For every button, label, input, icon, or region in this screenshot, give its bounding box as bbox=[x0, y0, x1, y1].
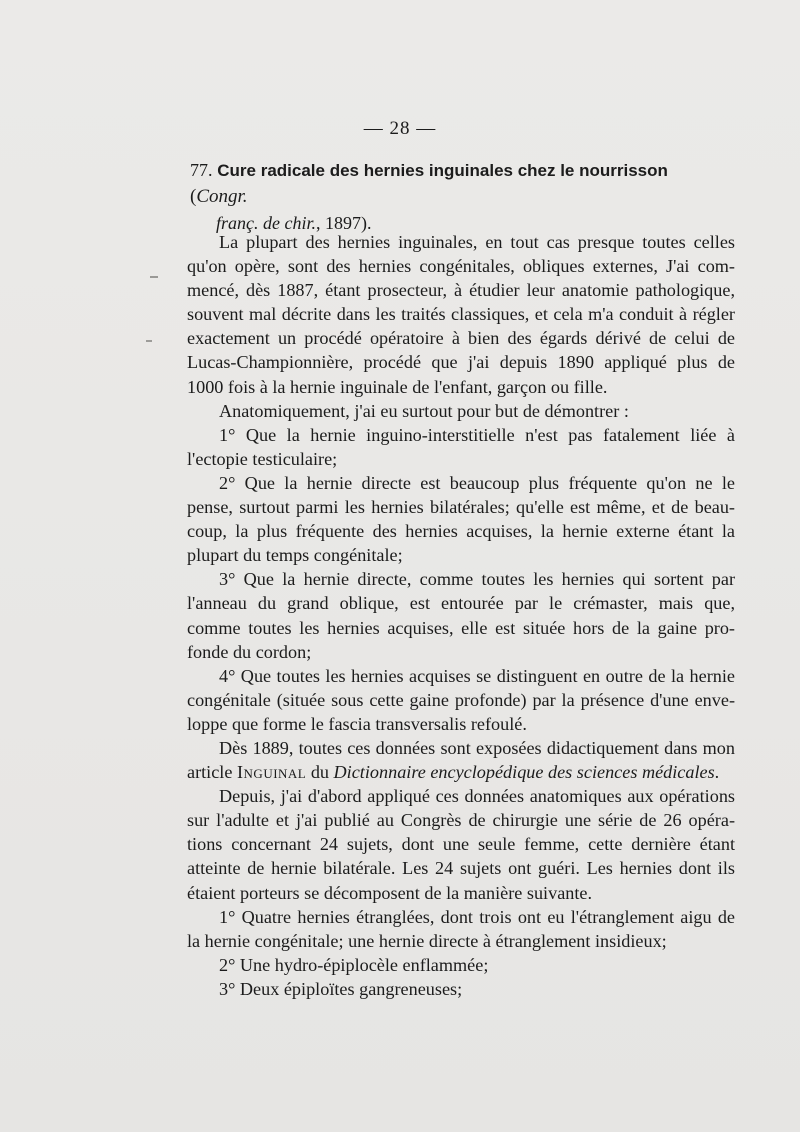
heading-line-1 bbox=[190, 157, 730, 210]
text-line: fonde du cordon; bbox=[187, 641, 312, 662]
text-line: l'anneau du grand oblique, est entourée par le crémaster, mais que, bbox=[187, 593, 735, 614]
finding-3 bbox=[187, 567, 735, 663]
heading-ref-journal-cont: franç. de chir. bbox=[216, 213, 316, 233]
text-line: comme toutes les hernies acquises, elle est située hors de la gaine pro- bbox=[187, 617, 735, 638]
list-item: 1° Quatre hernies étranglées, dont trois ont eu l'étranglement aigu de bbox=[219, 906, 735, 927]
case-list bbox=[187, 905, 735, 1001]
text-line: mencé, dès 1887, étant prosecteur, à étudier leur anatomie pathologique, bbox=[187, 280, 735, 301]
text-line: 3° Que la hernie directe, comme toutes les hernies qui sortent par bbox=[219, 569, 735, 590]
text-line: congénitale (située sous cette gaine profonde) par la présence d'une enve- bbox=[187, 689, 735, 710]
body-text bbox=[187, 230, 735, 1001]
paragraph-intro bbox=[187, 230, 735, 399]
page-number: — 28 — bbox=[363, 118, 437, 139]
text-line: Dès 1889, toutes ces données sont exposées didactiquement dans mon bbox=[219, 737, 735, 758]
text-line: plupart du temps congénitale; bbox=[187, 545, 403, 566]
text-line: loppe que forme le fascia transversalis refoulé. bbox=[187, 713, 527, 734]
list-item: la hernie congénitale; une hernie directe à étranglement insidieux; bbox=[187, 930, 667, 951]
text-line: 4° Que toutes les hernies acquises se distinguent en outre de la hernie bbox=[219, 665, 735, 686]
text-line: 1° Que la hernie inguino-interstitielle n'est pas fatalement liée à bbox=[219, 424, 735, 445]
text-line bbox=[187, 760, 735, 784]
text-line: pense, surtout parmi les hernies bilatérales; qu'elle est même, et de beau- bbox=[187, 497, 735, 518]
dictionary-title: Dictionnaire encyclopédique des sciences médicales bbox=[333, 762, 715, 783]
article-word: article bbox=[187, 762, 233, 783]
text-line: Lucas-Championnière, procédé que j'ai depuis 1890 appliqué plus de bbox=[187, 352, 735, 373]
text-line: coup, la plus fréquente des hernies acquises, la hernie externe étant la bbox=[187, 521, 735, 542]
text-line: qu'on opère, sont des hernies congénitales, obliques externes, J'ai com- bbox=[187, 256, 735, 277]
finding-4 bbox=[187, 664, 735, 736]
text-line: 2° Que la hernie directe est beaucoup plus fréquente qu'on ne le bbox=[219, 472, 735, 493]
text-du: du bbox=[310, 762, 329, 783]
paragraph-operations bbox=[187, 784, 735, 904]
finding-1 bbox=[187, 423, 735, 471]
text-line: exactement un procédé opératoire à bien des égards dérivé de celui de bbox=[187, 328, 735, 349]
margin-mark bbox=[146, 340, 152, 342]
article-title: Inguinal bbox=[236, 762, 307, 783]
heading-number: 77. bbox=[190, 160, 213, 180]
list-item: 2° Une hydro-épiplocèle enflammée; bbox=[219, 954, 489, 975]
margin-mark bbox=[150, 276, 158, 278]
text-line: l'ectopie testiculaire; bbox=[187, 448, 338, 469]
heading-ref-open: ( bbox=[190, 186, 197, 207]
section-heading bbox=[190, 157, 730, 236]
text-line: 1000 fois à la hernie inguinale de l'enfant, garçon ou fille. bbox=[187, 376, 608, 397]
heading-ref-journal: Congr. bbox=[196, 186, 248, 207]
paragraph-anatomy: Anatomiquement, j'ai eu surtout pour but de démontrer : bbox=[219, 400, 629, 421]
heading-title: Cure radicale des hernies inguinales chez le nourrisson bbox=[217, 161, 668, 180]
text-line: étaient porteurs se décomposent de la manière suivante. bbox=[187, 882, 593, 903]
text-line: sur l'adulte et j'ai publié au Congrès de chirurgie une série de 26 opéra- bbox=[187, 810, 735, 831]
text-line: tions concernant 24 sujets, dont une seule femme, cette dernière étant bbox=[187, 834, 735, 855]
text-line: La plupart des hernies inguinales, en tout cas presque toutes celles bbox=[219, 232, 735, 252]
text-line: Depuis, j'ai d'abord appliqué ces données anatomiques aux opérations bbox=[219, 786, 735, 807]
list-item: 3° Deux épiploïtes gangreneuses; bbox=[219, 978, 463, 999]
heading-ref-year: , 1897). bbox=[315, 213, 372, 233]
finding-2 bbox=[187, 471, 735, 567]
sentence-end: . bbox=[714, 762, 720, 783]
text-line: atteinte de hernie bilatérale. Les 24 sujets ont guéri. Les hernies dont ils bbox=[187, 858, 735, 879]
paragraph-references bbox=[187, 736, 735, 784]
text-line: souvent mal décrite dans les traités classiques, et cela m'a conduit à régler bbox=[187, 304, 735, 325]
